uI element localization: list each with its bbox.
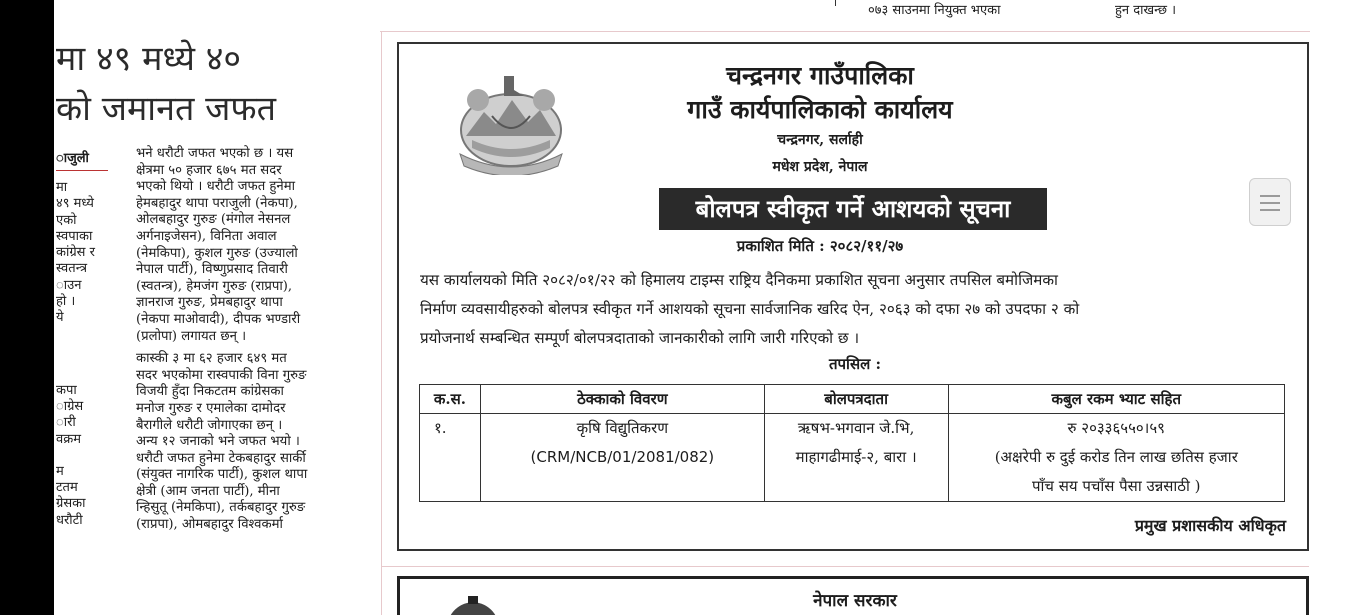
- article-line: (संयुक्त नागरिक पार्टी), कुशल थापा: [136, 467, 308, 483]
- top-divider-tick: [835, 0, 836, 6]
- left-col-line: ग्रेसका: [56, 496, 86, 512]
- article-headline-line2: को जमानत जफत: [56, 89, 276, 129]
- office-sub-name: गाउँ कार्यपालिकाको कार्यालय: [687, 95, 953, 124]
- office-name: चन्द्रनगर गाउँपालिका: [726, 61, 914, 90]
- next-notice-title: नेपाल सरकार: [813, 591, 897, 611]
- article-line: नेपाल पार्टी), विष्णुप्रसाद तिवारी: [136, 262, 288, 278]
- menu-icon: [1260, 209, 1280, 211]
- article-column-main: [136, 146, 368, 534]
- article-line: क्षेत्रमा ५० हजार ६७५ मत सदर: [136, 162, 282, 178]
- article-line: ज्ञानराज गुरुङ, प्रेमबहादुर थापा: [136, 295, 283, 311]
- article-line: (नेकपा माओवादी), दीपक भण्डारी: [136, 311, 301, 327]
- menu-icon: [1260, 202, 1280, 204]
- left-col-line: ाउन: [56, 277, 82, 293]
- cell-amount: [948, 414, 1284, 502]
- article-line: (प्रलोपा) लगायत छन् ।: [136, 328, 247, 344]
- cell-sn: १.: [420, 414, 481, 502]
- article-line: भने धरौटी जफत भएको छ । यस: [136, 146, 294, 161]
- left-col-line: ये: [56, 310, 64, 326]
- left-col-gap: [56, 327, 106, 383]
- left-col-line: ाग्रेस: [56, 398, 84, 414]
- menu-icon: [1260, 195, 1280, 197]
- column-header-bidder: बोलपत्रदाता: [764, 385, 948, 414]
- article-headline-line1: मा ४९ मध्ये ४०: [56, 39, 242, 79]
- cell-bidder: [764, 414, 948, 502]
- left-col-line: टतम: [56, 480, 78, 496]
- left-col-line: कपा: [56, 382, 77, 398]
- article-line: (राप्रपा), ओमबहादुर विश्वकर्मा: [136, 517, 283, 533]
- article-line: हेमबहादुर थापा पराजुली (नेकपा),: [136, 195, 298, 211]
- published-date: प्रकाशित मिति : २०८२/११/२७: [736, 237, 904, 255]
- column-header-sn: क.स.: [420, 385, 481, 414]
- article-line: बैरागीले धरौटी जोगाएका छन् ।: [136, 417, 283, 433]
- left-col-line: म: [56, 463, 64, 479]
- article-line: अर्गनाइजेसन), विनिता अवाल: [136, 228, 277, 244]
- left-col-line: स्वतन्त्र: [56, 261, 88, 277]
- column-header-amount: कबुल रकम भ्याट सहित: [948, 385, 1284, 414]
- article-line: सदर भएकोमा रास्वपाकी विना गुरुङ: [136, 367, 307, 383]
- tender-table: [419, 384, 1285, 502]
- article-line: मनोज गुरुङ र एमालेका दामोदर: [136, 400, 286, 416]
- nepal-emblem-icon: [452, 70, 570, 175]
- bidder-line: ऋषभ-भगवान जे.भि,: [797, 419, 915, 437]
- table-row: [420, 414, 1285, 502]
- article-line: (स्वतन्त्र), हेमजंग गुरुङ (राप्रपा),: [136, 278, 293, 294]
- left-col-gap: [56, 448, 106, 464]
- notice-banner: बोलपत्र स्वीकृत गर्ने आशयको सूचना: [659, 188, 1047, 230]
- left-col-line: वक्रम: [56, 431, 81, 447]
- article-column-left: [56, 180, 106, 529]
- article-line: भएको थियो । धरौटी जफत हुनेमा: [136, 179, 296, 195]
- article-line: न्हिसुतू (नेमकिपा), तर्कबहादुर गुरुङ: [136, 500, 306, 516]
- article-line: क्षेत्री (आम जनता पार्टी), मीना: [136, 483, 280, 499]
- table-header-row: [420, 385, 1285, 414]
- article-line: कास्की ३ मा ६२ हजार ६४९ मत: [136, 351, 287, 367]
- amount-line: पाँच सय पचाँस पैसा उन्नसाठी ): [1032, 477, 1201, 495]
- left-col-line: धरौटी: [56, 512, 83, 528]
- left-dark-edge: [0, 0, 54, 615]
- article-byline: ाजुली: [56, 148, 108, 171]
- left-col-line: एको: [56, 212, 77, 228]
- amount-line: रु २०३३६५५०।५९: [1067, 419, 1165, 437]
- left-col-line: स्वपाका: [56, 228, 93, 244]
- article-line: (नेमकिपा), कुशल गुरुङ (उज्यालो: [136, 245, 298, 261]
- details-heading: तपसिल :: [828, 355, 882, 373]
- nepal-emblem-icon: [438, 596, 508, 615]
- left-col-line: हो ।: [56, 294, 76, 310]
- notice-body-line: यस कार्यालयको मिति २०८२/०१/२२ को हिमालय टाइम्स राष्ट्रिय दैनिकमा प्रकाशित सूचना अनुसार तपसिल बमोजिमका: [420, 271, 1058, 289]
- column-header-description: ठेक्काको विवरण: [480, 385, 764, 414]
- contract-code: (CRM/NCB/01/2081/082): [530, 448, 715, 466]
- article-line: ओलबहादुर गुरुङ (मंगोल नेसनल: [136, 212, 291, 228]
- left-col-line: मा: [56, 180, 68, 195]
- left-col-line: ४९ मध्ये: [56, 196, 94, 212]
- cell-description: [480, 414, 764, 502]
- office-location: चन्द्रनगर, सर्लाही: [777, 132, 863, 148]
- hamburger-menu-button[interactable]: [1249, 178, 1291, 226]
- left-col-line: कांग्रेस र: [56, 245, 95, 261]
- amount-line: (अक्षरेपी रु दुई करोड तिन लाख छतिस हजार: [994, 448, 1238, 466]
- bidder-line: माहागढीमाई-२, बारा ।: [795, 448, 917, 466]
- top-strip-text-right: हुन दाखन्छ ।: [1115, 3, 1177, 18]
- notice-body-line: निर्माण व्यवसायीहरुको बोलपत्र स्वीकृत गर्ने आशयको सूचना सार्वजानिक खरिद ऐन, २०६३ को दफा २७ को उपदफा २ को: [420, 300, 1080, 318]
- office-province: मधेश प्रदेश, नेपाल: [772, 159, 868, 175]
- notice-body-line: प्रयोजनार्थ सम्बन्धित सम्पूर्ण बोलपत्रदाताको जानकारीको लागि जारी गरिएको छ ।: [420, 329, 860, 347]
- top-strip: [380, 0, 1310, 32]
- description-line: कृषि विद्युतिकरण: [576, 419, 669, 437]
- signature-title: प्रमुख प्रशासकीय अधिकृत: [1134, 516, 1286, 535]
- left-col-line: ारी: [56, 415, 76, 431]
- article-line: धरौटी जफत हुनेमा टेकबहादुर सार्की: [136, 450, 306, 466]
- notice-body: [420, 266, 1290, 353]
- article-line: अन्य १२ जनाको भने जफत भयो ।: [136, 434, 300, 450]
- top-strip-text-left: ०७३ साउनमा नियुक्त भएका: [868, 3, 1001, 18]
- article-line: विजयी हुँदा निकटतम कांग्रेसका: [136, 384, 284, 400]
